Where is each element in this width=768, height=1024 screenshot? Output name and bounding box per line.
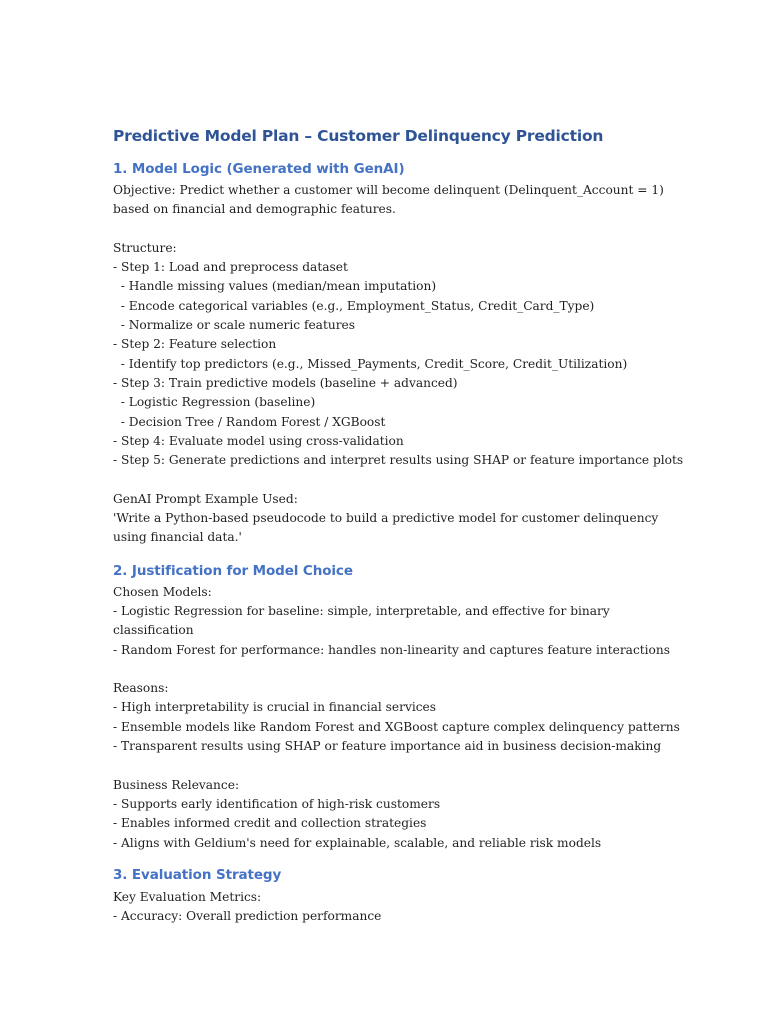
body-text-line: - Step 1: Load and preprocess dataset bbox=[113, 260, 348, 275]
body-text-line: Chosen Models: bbox=[113, 584, 212, 599]
body-text-line: - Encode categorical variables (e.g., Employment_Status, Credit_Card_Type) bbox=[113, 298, 595, 313]
document-page bbox=[113, 122, 684, 926]
body-text-line: Structure: bbox=[113, 240, 177, 255]
section-heading: 2. Justification for Model Choice bbox=[113, 562, 353, 579]
body-text-line: - Supports early identification of high-risk customers bbox=[113, 796, 441, 811]
blank-line bbox=[113, 470, 673, 489]
body-text-line: - High interpretability is crucial in financial services bbox=[113, 700, 437, 715]
body-text-line: Objective: Predict whether a customer will become delinquent (Delinquent_Account = 1) bbox=[113, 183, 664, 197]
body-text-line: - Aligns with Geldium's need for explainable, scalable, and reliable risk models bbox=[113, 835, 602, 850]
blank-line bbox=[113, 660, 673, 679]
body-text-line: - Ensemble models like Random Forest and XGBoost capture complex delinquency patterns bbox=[113, 719, 680, 734]
body-text-line: - Logistic Regression (baseline) bbox=[113, 395, 316, 410]
body-text-line: - Enables informed credit and collection strategies bbox=[113, 816, 427, 831]
body-text-line: - Identify top predictors (e.g., Missed_Payments, Credit_Score, Credit_Utilization) bbox=[113, 356, 628, 371]
body-text-line: - Random Forest for performance: handles non-linearity and captures feature interactions bbox=[113, 642, 671, 657]
body-text-line: - Decision Tree / Random Forest / XGBoost bbox=[113, 414, 386, 429]
body-text-line: - Step 3: Train predictive models (baseline + advanced) bbox=[113, 375, 458, 390]
body-text-line: Key Evaluation Metrics: bbox=[113, 889, 262, 904]
body-text-line: - Normalize or scale numeric features bbox=[113, 318, 355, 333]
body-text-line: - Step 2: Feature selection bbox=[113, 337, 277, 352]
body-text-line: using financial data.' bbox=[113, 530, 242, 545]
body-text-line: 'Write a Python-based pseudocode to build a predictive model for customer delinquency bbox=[113, 511, 659, 526]
blank-line bbox=[113, 756, 673, 775]
body-text-line: - Accuracy: Overall prediction performance bbox=[113, 909, 382, 924]
section-model-logic bbox=[113, 158, 684, 548]
section-body bbox=[113, 888, 673, 927]
body-text-line: - Transparent results using SHAP or feature importance aid in business decision-making bbox=[113, 739, 662, 754]
section-evaluation bbox=[113, 862, 673, 927]
section-heading: 3. Evaluation Strategy bbox=[113, 866, 282, 883]
body-text-line: GenAI Prompt Example Used: bbox=[113, 491, 298, 506]
section-body bbox=[113, 181, 684, 548]
blank-line bbox=[113, 220, 673, 239]
body-text-line: - Step 4: Evaluate model using cross-validation bbox=[113, 433, 404, 448]
section-body bbox=[113, 583, 680, 853]
body-text-line: classification bbox=[113, 623, 194, 638]
section-justification bbox=[113, 559, 680, 853]
body-text-line: based on financial and demographic features. bbox=[113, 202, 396, 217]
body-text-line: - Handle missing values (median/mean imputation) bbox=[113, 279, 437, 294]
document-title: Predictive Model Plan – Customer Delinquency Prediction bbox=[113, 127, 604, 145]
body-text-line: Reasons: bbox=[113, 681, 169, 696]
body-text-line: Business Relevance: bbox=[113, 777, 240, 792]
body-text-line: - Logistic Regression for baseline: simple, interpretable, and effective for binary bbox=[113, 603, 610, 618]
body-text-line: - Step 5: Generate predictions and interpret results using SHAP or feature importance plots bbox=[113, 453, 684, 468]
section-heading: 1. Model Logic (Generated with GenAI) bbox=[113, 161, 405, 177]
